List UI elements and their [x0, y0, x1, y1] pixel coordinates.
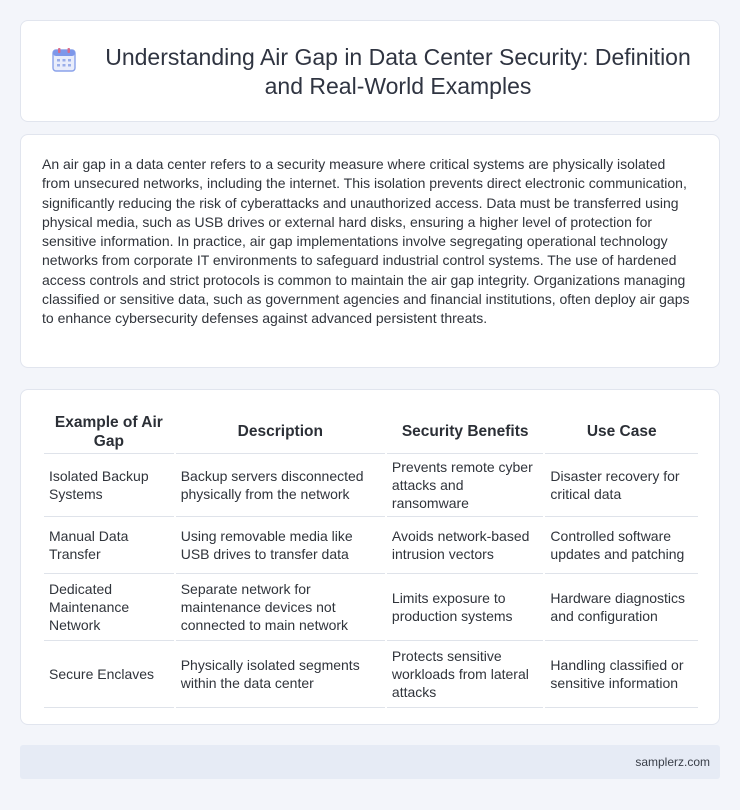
table-header-row: [44, 410, 698, 454]
cell-use-case: Disaster recovery for critical data: [545, 454, 698, 517]
calendar-icon: [51, 47, 77, 73]
cell-description: Backup servers disconnected physically from the network: [176, 454, 385, 517]
title-row: [51, 43, 699, 101]
intro-paragraph: An air gap in a data center refers to a security measure where critical systems are physically isolated from unsecured networks, including the internet. This isolation prevents direct electronic communication, significantly reducing the risk of cyberattacks and unauthorized access. Data must be transferred using physical media, such as USB drives or external hard disks, ensuring a higher level of protection for sensitive information. In practice, air gap implementations involve segregating operational technology networks from corporate IT environments to safeguard industrial control systems. The use of hardened access controls and strict protocols is common to maintain the air gap integrity. Organizations managing classified or sensitive data, such as government agencies and financial institutions, often deploy air gaps to enhance cybersecurity defenses against advanced persistent threats.: [42, 156, 690, 327]
title-card: [20, 20, 720, 122]
table-row: [44, 517, 698, 574]
footer-site-link[interactable]: samplerz.com: [635, 755, 710, 769]
cell-example: Isolated Backup Systems: [44, 454, 174, 517]
table-row: [44, 641, 698, 708]
cell-example: Dedicated Maintenance Network: [44, 574, 174, 641]
cell-description: Using removable media like USB drives to transfer data: [176, 517, 385, 574]
air-gap-examples-table: [42, 410, 700, 708]
cell-security-benefits: Prevents remote cyber attacks and ransomware: [387, 454, 544, 517]
cell-use-case: Hardware diagnostics and configuration: [545, 574, 698, 641]
intro-card: [20, 134, 720, 368]
table-row: [44, 454, 698, 517]
cell-example: Manual Data Transfer: [44, 517, 174, 574]
column-header-description: Description: [176, 410, 385, 454]
cell-use-case: Handling classified or sensitive information: [545, 641, 698, 708]
page-title: Understanding Air Gap in Data Center Security: Definition and Real-World Examples: [105, 44, 691, 99]
cell-use-case: Controlled software updates and patching: [545, 517, 698, 574]
cell-description: Separate network for maintenance devices not connected to main network: [176, 574, 385, 641]
footer: [20, 745, 720, 779]
table-card: [20, 389, 720, 725]
column-header-use-case: Use Case: [545, 410, 698, 454]
cell-description: Physically isolated segments within the data center: [176, 641, 385, 708]
cell-security-benefits: Avoids network-based intrusion vectors: [387, 517, 544, 574]
column-header-example: Example of Air Gap: [44, 410, 174, 454]
cell-example: Secure Enclaves: [44, 641, 174, 708]
cell-security-benefits: Limits exposure to production systems: [387, 574, 544, 641]
column-header-security-benefits: Security Benefits: [387, 410, 544, 454]
table-row: [44, 574, 698, 641]
cell-security-benefits: Protects sensitive workloads from lateral attacks: [387, 641, 544, 708]
